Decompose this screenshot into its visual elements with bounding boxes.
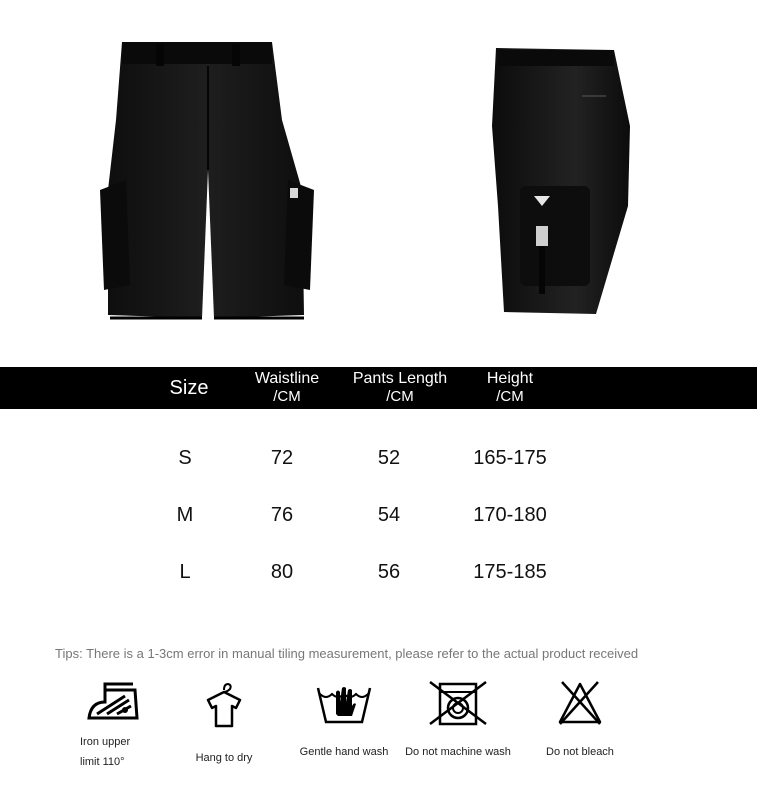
header-height-label: Height [486,370,534,387]
header-pants-length-label: Pants Length [352,370,448,387]
cell-waistline: 80 [270,561,294,583]
hanger-shirt-icon [202,680,246,730]
header-waistline [242,367,332,409]
cell-pants-length: 52 [377,447,401,469]
iron-icon [85,680,145,724]
cell-height: 165-175 [473,447,547,469]
header-waistline-unit: /CM [273,388,301,405]
care-no-bleach [538,680,622,758]
care-handwash-label: Gentle hand wash [299,746,389,758]
cell-waistline: 72 [270,447,294,469]
header-size [150,367,228,409]
care-iron-label-line1: Iron upper [80,736,131,748]
care-nomachine-label: Do not machine wash [405,746,511,758]
shorts-front-photo [96,40,318,320]
no-bleach-icon [556,680,604,726]
cell-height: 175-185 [473,561,547,583]
cell-size: S [178,447,192,469]
cell-pants-length: 56 [377,561,401,583]
table-row [0,557,757,587]
cell-waistline: 76 [270,504,294,526]
care-hand-wash [292,680,396,758]
header-pants-length-unit: /CM [386,388,414,405]
care-iron [80,680,150,772]
header-size-label: Size [169,377,209,399]
header-height [470,367,550,409]
measurement-tips: Tips: There is a 1-3cm error in manual tiling measurement, please refer to the actual product received [55,646,639,661]
table-row [0,443,757,473]
no-machine-wash-icon [428,680,488,726]
care-instructions [0,680,757,790]
table-row [0,500,757,530]
header-waistline-label: Waistline [254,370,320,387]
care-hang-label: Hang to dry [195,752,253,764]
size-chart-header [0,367,757,409]
header-pants-length [342,367,458,409]
hand-wash-icon [316,680,372,726]
header-height-unit: /CM [496,388,524,405]
care-nobleach-label: Do not bleach [546,746,614,758]
cell-pants-length: 54 [377,504,401,526]
cell-size: L [179,561,191,583]
product-photos [0,0,757,360]
cell-height: 170-180 [473,504,547,526]
care-iron-label-line2: limit 110° [80,756,125,768]
cell-size: M [176,504,194,526]
care-hang-dry [188,680,260,764]
shorts-side-photo [490,46,636,318]
care-no-machine-wash [398,680,518,758]
